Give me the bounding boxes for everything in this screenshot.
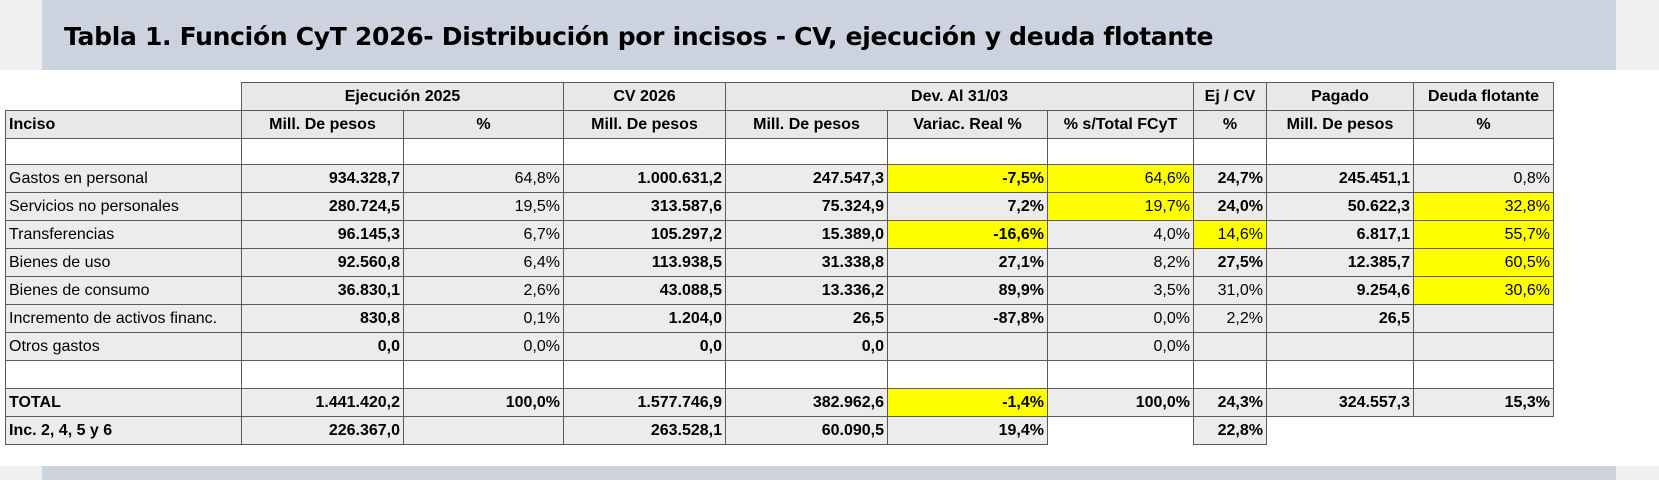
cell: 75.324,9 — [726, 193, 888, 221]
cell-highlighted: 30,6% — [1414, 277, 1554, 305]
cell: 31.338,8 — [726, 249, 888, 277]
page-title: Tabla 1. Función CyT 2026- Distribución por incisos - CV, ejecución y deuda flotante — [64, 22, 1214, 51]
cell: 226.367,0 — [242, 417, 404, 445]
empty-cell — [1048, 417, 1194, 445]
cell-highlighted: 55,7% — [1414, 221, 1554, 249]
cell: 0,0 — [242, 333, 404, 361]
table-row — [6, 193, 1554, 221]
cell: 2,6% — [404, 277, 564, 305]
col-header: Mill. De pesos — [564, 111, 726, 139]
group-header-row — [6, 83, 1554, 111]
cell: 89,9% — [888, 277, 1048, 305]
header-ej-cv: Ej / CV — [1194, 83, 1267, 111]
total-row — [6, 389, 1554, 417]
cell — [1414, 333, 1554, 361]
header-ejecucion-2025: Ejecución 2025 — [242, 83, 564, 111]
cell: 26,5 — [726, 305, 888, 333]
table-row — [6, 277, 1554, 305]
table-row — [6, 221, 1554, 249]
cell — [1267, 333, 1414, 361]
spacer-row — [6, 361, 1554, 389]
cell: 19,5% — [404, 193, 564, 221]
cell: 100,0% — [1048, 389, 1194, 417]
cell: 64,8% — [404, 165, 564, 193]
cell: 50.622,3 — [1267, 193, 1414, 221]
cell: 6,7% — [404, 221, 564, 249]
cell: 15,3% — [1414, 389, 1554, 417]
cell-highlighted: 19,7% — [1048, 193, 1194, 221]
row-label: Gastos en personal — [6, 165, 242, 193]
row-label: Servicios no personales — [6, 193, 242, 221]
cell: 92.560,8 — [242, 249, 404, 277]
cell — [1194, 333, 1267, 361]
cell: 13.336,2 — [726, 277, 888, 305]
col-header-inciso: Inciso — [6, 111, 242, 139]
cell: 934.328,7 — [242, 165, 404, 193]
cell: 96.145,3 — [242, 221, 404, 249]
cell-highlighted: -16,6% — [888, 221, 1048, 249]
cell: 19,4% — [888, 417, 1048, 445]
cell: 60.090,5 — [726, 417, 888, 445]
data-table — [5, 82, 1554, 445]
cell: 113.938,5 — [564, 249, 726, 277]
column-header-row — [6, 111, 1554, 139]
cell: 27,1% — [888, 249, 1048, 277]
table-row — [6, 165, 1554, 193]
cell: 24,0% — [1194, 193, 1267, 221]
cell: 9.254,6 — [1267, 277, 1414, 305]
col-header: Mill. De pesos — [726, 111, 888, 139]
total-label: TOTAL — [6, 389, 242, 417]
inc-label: Inc. 2, 4, 5 y 6 — [6, 417, 242, 445]
cell — [1414, 305, 1554, 333]
cell: 247.547,3 — [726, 165, 888, 193]
cell: 6,4% — [404, 249, 564, 277]
cell: 0,0 — [726, 333, 888, 361]
cell: 3,5% — [1048, 277, 1194, 305]
cell: 100,0% — [404, 389, 564, 417]
cell: 26,5 — [1267, 305, 1414, 333]
row-label: Bienes de consumo — [6, 277, 242, 305]
cell-highlighted: 60,5% — [1414, 249, 1554, 277]
table-row — [6, 305, 1554, 333]
cell: 7,2% — [888, 193, 1048, 221]
cell: 43.088,5 — [564, 277, 726, 305]
cell: 22,8% — [1194, 417, 1267, 445]
header-cv-2026: CV 2026 — [564, 83, 726, 111]
cell: 1.441.420,2 — [242, 389, 404, 417]
col-header: % — [1194, 111, 1267, 139]
cell: 12.385,7 — [1267, 249, 1414, 277]
col-header: % s/Total FCyT — [1048, 111, 1194, 139]
cell: 0,0 — [564, 333, 726, 361]
cell: -87,8% — [888, 305, 1048, 333]
cell: 0,0% — [404, 333, 564, 361]
spreadsheet — [0, 70, 1659, 466]
cell: 6.817,1 — [1267, 221, 1414, 249]
cell: 0,8% — [1414, 165, 1554, 193]
cell: 1.000.631,2 — [564, 165, 726, 193]
bottom-band — [42, 466, 1616, 480]
cell — [888, 333, 1048, 361]
cell: 105.297,2 — [564, 221, 726, 249]
cell: 24,3% — [1194, 389, 1267, 417]
cell: 0,1% — [404, 305, 564, 333]
row-label: Transferencias — [6, 221, 242, 249]
cell-highlighted: 32,8% — [1414, 193, 1554, 221]
cell: 830,8 — [242, 305, 404, 333]
col-header: Mill. De pesos — [1267, 111, 1414, 139]
empty-cell — [1267, 417, 1414, 445]
cell: 15.389,0 — [726, 221, 888, 249]
header-dev: Dev. Al 31/03 — [726, 83, 1194, 111]
inc-row — [6, 417, 1554, 445]
table-row — [6, 333, 1554, 361]
col-header: % — [1414, 111, 1554, 139]
row-label: Otros gastos — [6, 333, 242, 361]
cell: 0,0% — [1048, 305, 1194, 333]
empty-cell — [1414, 417, 1554, 445]
spacer-row — [6, 139, 1554, 165]
cell: 31,0% — [1194, 277, 1267, 305]
header-pagado: Pagado — [1267, 83, 1414, 111]
cell: 36.830,1 — [242, 277, 404, 305]
table-row — [6, 249, 1554, 277]
cell: 4,0% — [1048, 221, 1194, 249]
cell-highlighted: 64,6% — [1048, 165, 1194, 193]
header-deuda-flotante: Deuda flotante — [1414, 83, 1554, 111]
cell: 2,2% — [1194, 305, 1267, 333]
cell — [404, 417, 564, 445]
col-header: % — [404, 111, 564, 139]
cell: 313.587,6 — [564, 193, 726, 221]
col-header: Mill. De pesos — [242, 111, 404, 139]
cell: 0,0% — [1048, 333, 1194, 361]
corner-cell — [6, 83, 242, 111]
cell-highlighted: -7,5% — [888, 165, 1048, 193]
cell: 24,7% — [1194, 165, 1267, 193]
row-label: Bienes de uso — [6, 249, 242, 277]
cell: 382.962,6 — [726, 389, 888, 417]
cell: 27,5% — [1194, 249, 1267, 277]
cell-highlighted: 14,6% — [1194, 221, 1267, 249]
cell: 1.204,0 — [564, 305, 726, 333]
row-label: Incremento de activos financ. — [6, 305, 242, 333]
cell: 280.724,5 — [242, 193, 404, 221]
cell-highlighted: -1,4% — [888, 389, 1048, 417]
cell: 1.577.746,9 — [564, 389, 726, 417]
col-header: Variac. Real % — [888, 111, 1048, 139]
title-band — [42, 0, 1616, 70]
cell: 245.451,1 — [1267, 165, 1414, 193]
cell: 8,2% — [1048, 249, 1194, 277]
cell: 263.528,1 — [564, 417, 726, 445]
cell: 324.557,3 — [1267, 389, 1414, 417]
